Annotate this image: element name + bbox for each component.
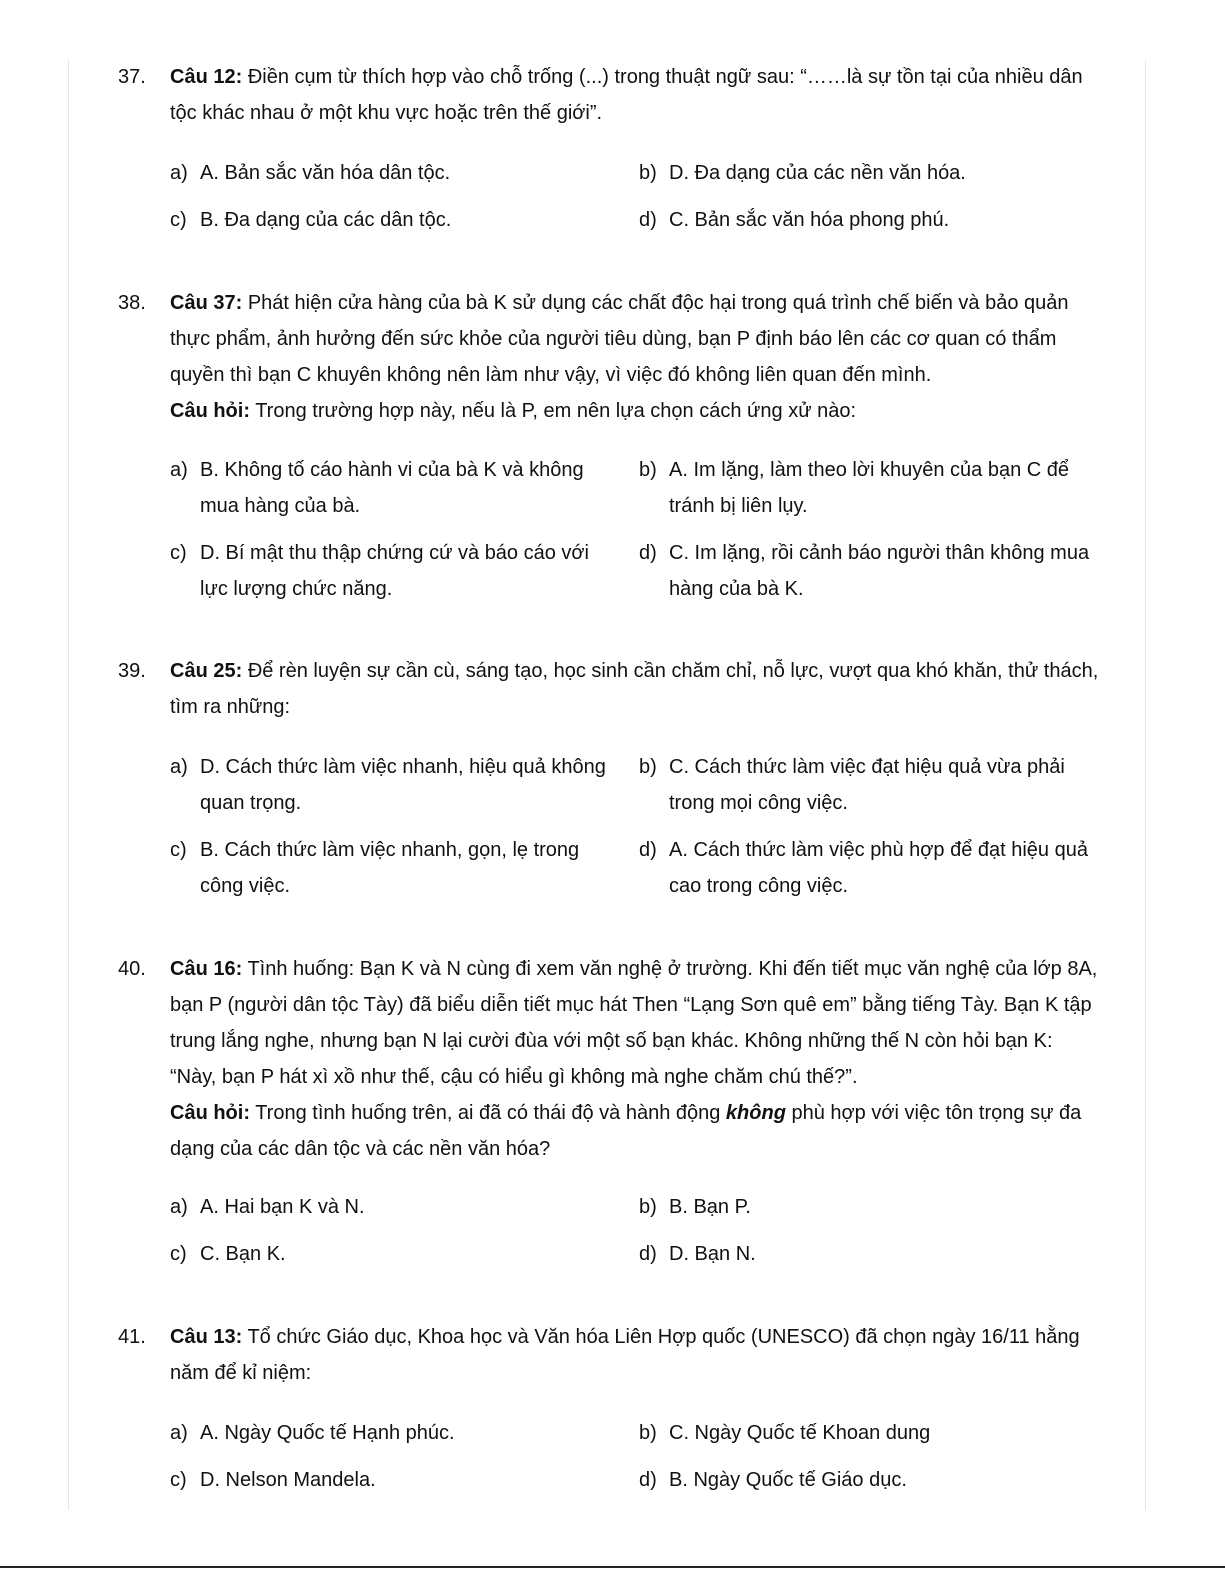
- option-text: C. Cách thức làm việc đạt hiệu quả vừa phải trong mọi công việc.: [669, 756, 1065, 814]
- option-text: D. Bí mật thu thập chứng cứ và báo cáo với lực lượng chức năng.: [200, 542, 589, 600]
- question-number: 41.: [118, 1326, 146, 1348]
- option-mark: c): [170, 1469, 187, 1491]
- option-mark: a): [170, 1196, 188, 1218]
- option-text: A. Cách thức làm việc phù hợp để đạt hiệu quả cao trong công việc.: [669, 839, 1088, 897]
- question-stem: [170, 1319, 1100, 1391]
- option-mark: d): [639, 209, 657, 231]
- option-text: A. Bản sắc văn hóa dân tộc.: [200, 162, 451, 184]
- option-text: D. Nelson Mandela.: [200, 1469, 376, 1491]
- question-label: Câu 25:: [170, 660, 243, 682]
- option-mark: b): [639, 1196, 657, 1218]
- option-mark: d): [639, 1243, 657, 1265]
- question-number: 37.: [118, 66, 146, 88]
- sub-question-text: Trong trường hợp này, nếu là P, em nên lựa chọn cách ứng xử nào:: [255, 400, 857, 422]
- option-text: D. Cách thức làm việc nhanh, hiệu quả không quan trọng.: [200, 756, 606, 814]
- option-text: C. Ngày Quốc tế Khoan dung: [669, 1422, 931, 1444]
- option-text: B. Bạn P.: [669, 1196, 751, 1218]
- question-number: 39.: [118, 660, 146, 682]
- option-mark: b): [639, 1422, 657, 1444]
- option-mark: c): [170, 1243, 187, 1265]
- question-number: 38.: [118, 292, 146, 314]
- option-text: C. Bản sắc văn hóa phong phú.: [669, 209, 950, 231]
- option-text: A. Hai bạn K và N.: [200, 1196, 365, 1218]
- question-text: Phát hiện cửa hàng của bà K sử dụng các chất độc hại trong quá trình chế biến và bảo quản thực phẩm, ảnh hưởng đến sức khỏe của người tiêu dùng, bạn P định báo lên các cơ quan có thẩm quyền thì bạn C khuyên không nên làm như vậy, vì việc đó không liên quan đến mình.: [170, 292, 1069, 386]
- option-text: B. Không tố cáo hành vi của bà K và không mua hàng của bà.: [200, 459, 584, 517]
- option-mark: d): [639, 839, 657, 861]
- option-text: C. Bạn K.: [200, 1243, 286, 1265]
- option-mark: a): [170, 162, 188, 184]
- option-mark: b): [639, 756, 657, 778]
- question-text: Để rèn luyện sự cần cù, sáng tạo, học sinh cần chăm chỉ, nỗ lực, vượt qua khó khăn, thử thách, tìm ra những:: [170, 660, 1099, 718]
- option-text: C. Im lặng, rồi cảnh báo người thân không mua hàng của bà K.: [669, 542, 1090, 600]
- question-number: 40.: [118, 958, 146, 980]
- sub-question-label: Câu hỏi:: [170, 1102, 250, 1124]
- option-text: A. Ngày Quốc tế Hạnh phúc.: [200, 1422, 455, 1444]
- option-text: D. Bạn N.: [669, 1243, 756, 1265]
- page-bottom-rule: [0, 1566, 1225, 1568]
- question-label: Câu 16:: [170, 958, 243, 980]
- sub-question-emphasis: không: [725, 1102, 786, 1124]
- option-mark: c): [170, 839, 187, 861]
- option-mark: c): [170, 209, 187, 231]
- question-text: Tổ chức Giáo dục, Khoa học và Văn hóa Liên Hợp quốc (UNESCO) đã chọn ngày 16/11 hằng năm để kỉ niệm:: [170, 1326, 1080, 1384]
- option-mark: b): [639, 162, 657, 184]
- question-label: Câu 37:: [170, 292, 243, 314]
- question-stem: [170, 951, 1100, 1167]
- option-mark: b): [639, 459, 657, 481]
- sub-question-text: Trong tình huống trên, ai đã có thái độ và hành động: [255, 1102, 721, 1124]
- option-text: A. Im lặng, làm theo lời khuyên của bạn C để tránh bị liên lụy.: [669, 459, 1069, 517]
- sub-question-label: Câu hỏi:: [170, 400, 250, 422]
- question-text: Tình huống: Bạn K và N cùng đi xem văn nghệ ở trường. Khi đến tiết mục văn nghệ của lớp 8A, bạn P (người dân tộc Tày) đã biểu diễn tiết mục hát Then “Lạng Sơn quê em” bằng tiếng Tày. Bạn K tập trung lắng nghe, nhưng bạn N lại cười đùa với một số bạn khác. Không những thế N còn hỏi bạn K: “Này, bạn P hát xì xồ như thế, cậu có hiểu gì không mà nghe chăm chú thế?”.: [170, 958, 1098, 1088]
- option-mark: d): [639, 542, 657, 564]
- option-text: B. Đa dạng của các dân tộc.: [200, 209, 452, 231]
- option-mark: a): [170, 756, 188, 778]
- question-stem: [170, 285, 1100, 429]
- question-stem: [170, 653, 1100, 725]
- option-mark: a): [170, 459, 188, 481]
- question-text: Điền cụm từ thích hợp vào chỗ trống (...) trong thuật ngữ sau: “……là sự tồn tại của nhiều dân tộc khác nhau ở một khu vực hoặc trên thế giới”.: [170, 66, 1083, 124]
- question-label: Câu 13:: [170, 1326, 243, 1348]
- question-label: Câu 12:: [170, 66, 243, 88]
- option-mark: c): [170, 542, 187, 564]
- question-stem: [170, 59, 1100, 131]
- option-text: D. Đa dạng của các nền văn hóa.: [669, 162, 966, 184]
- option-mark: d): [639, 1469, 657, 1491]
- option-mark: a): [170, 1422, 188, 1444]
- option-text: B. Ngày Quốc tế Giáo dục.: [669, 1469, 907, 1491]
- sub-question-text-end: phù hợp với việc tôn trọng sự đa dạng của các dân tộc và các nền văn hóa?: [170, 1102, 1082, 1160]
- option-text: B. Cách thức làm việc nhanh, gọn, lẹ trong công việc.: [200, 839, 580, 897]
